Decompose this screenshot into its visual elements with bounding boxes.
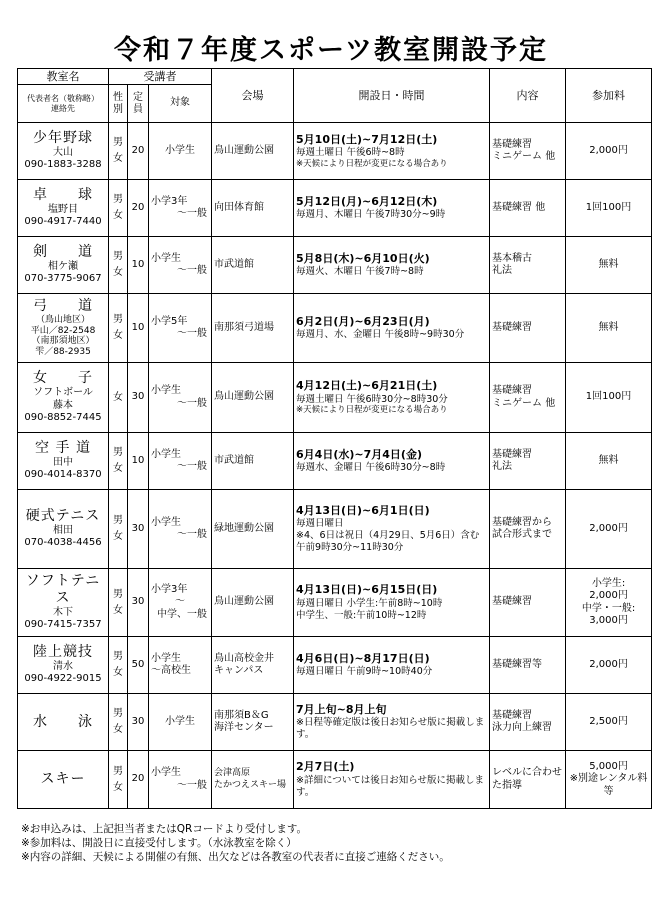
target-b: ～一般 xyxy=(177,328,208,339)
target-cell xyxy=(149,694,212,751)
target-a: 小学3年 xyxy=(151,583,188,595)
target-a: 小学5年 xyxy=(151,315,188,327)
target-a: 小学生 xyxy=(165,144,196,156)
gender-a: 男 xyxy=(113,314,123,325)
content-cell: 基礎練習 他 xyxy=(490,180,566,237)
fee-cell: 無料 xyxy=(566,237,652,294)
gender-b: 女 xyxy=(113,604,123,616)
contact-phone: 090-4014-8370 xyxy=(24,469,102,481)
content-cell: 基礎練習等 xyxy=(490,637,566,694)
contact-phone: 090-4917-7440 xyxy=(24,216,102,228)
target-b: ～一般 xyxy=(177,208,208,219)
target-cell xyxy=(149,363,212,433)
header-fee: 参加料 xyxy=(566,69,652,123)
schedule-times: 毎週日曜日 ※4、6日は祝日（4月29日、5月6日）含む 午前9時30分~11時30分 xyxy=(296,518,480,554)
schedule-cell xyxy=(294,180,490,237)
target-a: 小学生 xyxy=(165,715,196,727)
gender-a: 女 xyxy=(113,391,123,403)
fee-cell: 1回100円 xyxy=(566,363,652,433)
header-contact: 連絡先 xyxy=(51,103,75,113)
classroom-cell xyxy=(18,237,109,294)
classroom-cell xyxy=(18,694,109,751)
target-cell xyxy=(149,123,212,180)
target-mid: ～ xyxy=(175,596,186,608)
table-row xyxy=(18,123,652,180)
target-cell xyxy=(149,490,212,569)
capacity-cell: 30 xyxy=(128,694,149,751)
content-cell: 基礎練習から 試合形式まで xyxy=(490,490,566,569)
schedule-cell xyxy=(294,751,490,809)
schedule-dates: 6月2日(月)~6月23日(月) xyxy=(296,314,430,328)
schedule-dates: 7月上旬~8月上旬 xyxy=(296,702,387,716)
target-cell xyxy=(149,294,212,363)
gender-a: 男 xyxy=(113,708,123,719)
representative-name: 木下 xyxy=(53,606,73,618)
target-b: ～一般 xyxy=(177,265,208,276)
fee-cell: 無料 xyxy=(566,294,652,363)
gender-cell xyxy=(109,294,128,363)
gender-a: 男 xyxy=(113,765,123,777)
classroom-cell xyxy=(18,569,109,637)
classroom-cell xyxy=(18,433,109,490)
capacity-cell: 20 xyxy=(128,123,149,180)
representative-name: 相田 xyxy=(53,524,73,536)
gender-a: 男 xyxy=(113,447,123,458)
venue-cell: 市武道館 xyxy=(212,237,294,294)
gender-a: 男 xyxy=(113,137,123,148)
classroom-name: 空 手 道 xyxy=(35,440,91,457)
header-classroom: 教室名 xyxy=(18,69,109,85)
schedule-times: 毎週月、木曜日 午後7時30分~9時 xyxy=(296,209,446,221)
gender-a: 男 xyxy=(113,515,123,526)
table-row xyxy=(18,694,652,751)
footnotes xyxy=(21,822,651,864)
content-cell: 基礎練習 xyxy=(490,294,566,363)
representative-line: （鳥山地区） xyxy=(35,314,90,325)
schedule-dates: 5月8日(木)~6月10日(火) xyxy=(296,251,430,265)
contact-phone: 090-8852-7445 xyxy=(24,412,102,424)
gender-cell xyxy=(109,490,128,569)
content-cell: 基礎練習 ミニゲーム 他 xyxy=(490,123,566,180)
target-a: 小学生 xyxy=(151,448,181,460)
representative-name: 藤本 xyxy=(53,399,73,411)
classroom-cell xyxy=(18,123,109,180)
table-row xyxy=(18,569,652,637)
classroom-name-sub: ソフトボール xyxy=(33,387,93,399)
venue-cell: 市武道館 xyxy=(212,433,294,490)
schedule-note: ※天候により日程が変更になる場合あり xyxy=(296,405,448,416)
representative-line: 雫／88-2935 xyxy=(35,347,91,358)
classroom-name: 陸上競技 xyxy=(33,644,93,661)
gender-cell xyxy=(109,751,128,809)
venue-cell: 向田体育館 xyxy=(212,180,294,237)
gender-b: 女 xyxy=(113,330,123,341)
gender-cell xyxy=(109,180,128,237)
target-a: 小学3年 xyxy=(151,195,188,207)
representative-name: 相ケ瀬 xyxy=(48,260,78,272)
gender-b: 女 xyxy=(113,667,123,678)
capacity-cell: 30 xyxy=(128,569,149,637)
target-b: ～一般 xyxy=(177,779,208,791)
schedule-times: 毎週月、水、金曜日 午後8時~9時30分 xyxy=(296,329,465,341)
gender-cell xyxy=(109,569,128,637)
header-gender-cell xyxy=(109,85,128,123)
classroom-name: 女 子 xyxy=(33,370,93,387)
schedule-times: 毎週火、木曜日 午後7時~8時 xyxy=(296,266,424,278)
footnote: ※お申込みは、上記担当者またはQRコードより受付します。 xyxy=(21,823,308,835)
classroom-name: 硬式テニス xyxy=(25,508,101,525)
target-cell xyxy=(149,637,212,694)
table-row xyxy=(18,363,652,433)
gender-a: 男 xyxy=(113,651,123,662)
content-cell: 基本稽古 礼法 xyxy=(490,237,566,294)
representative-name: 大山 xyxy=(53,146,73,158)
gender-cell xyxy=(109,363,128,433)
target-cell xyxy=(149,751,212,809)
header-schedule: 開設日・時間 xyxy=(294,69,490,123)
header-representative-cell xyxy=(18,85,109,123)
schedule-cell xyxy=(294,694,490,751)
gender-b: 女 xyxy=(113,267,123,278)
schedule-note: ※天候により日程が変更になる場合あり xyxy=(296,158,448,169)
schedule-cell xyxy=(294,433,490,490)
schedule-times: ※詳細については後日お知らせ版に掲載します。 xyxy=(296,774,485,798)
venue-cell: 南那須弓道場 xyxy=(212,294,294,363)
target-b: ～高校生 xyxy=(151,665,191,676)
schedule-cell xyxy=(294,237,490,294)
target-b: ～一般 xyxy=(177,529,208,540)
content-cell: 基礎練習 ミニゲーム 他 xyxy=(490,363,566,433)
fee-cell: 2,500円 xyxy=(566,694,652,751)
classroom-cell xyxy=(18,751,109,809)
target-b: ～一般 xyxy=(177,461,208,472)
classroom-name: 卓 球 xyxy=(33,187,93,204)
footnote: ※内容の詳細、天候による開催の有無、出欠などは各教室の代表者に直接ご連絡ください。 xyxy=(21,851,450,863)
schedule-dates: 4月13日(日)~6月1日(日) xyxy=(296,504,430,518)
content-cell: 基礎練習 泳力向上練習 xyxy=(490,694,566,751)
schedule-cell xyxy=(294,123,490,180)
schedule-dates: 4月13日(日)~6月15日(日) xyxy=(296,583,438,597)
schedule-cell xyxy=(294,294,490,363)
schedule-cell xyxy=(294,363,490,433)
capacity-cell: 10 xyxy=(128,433,149,490)
schedule-dates: 2月7日(土) xyxy=(296,760,355,774)
representative-name: 塩野目 xyxy=(48,203,78,215)
contact-phone: 090-4922-9015 xyxy=(24,673,102,685)
fee-cell: 2,000円 xyxy=(566,123,652,180)
capacity-cell: 20 xyxy=(128,180,149,237)
classroom-name: 剣 道 xyxy=(33,244,93,261)
schedule-cell xyxy=(294,637,490,694)
classroom-cell xyxy=(18,294,109,363)
gender-cell xyxy=(109,237,128,294)
gender-cell xyxy=(109,694,128,751)
schedule-cell xyxy=(294,569,490,637)
target-b: ～一般 xyxy=(177,397,208,409)
schedule-times: 毎週日曜日 午前9時~10時40分 xyxy=(296,666,433,678)
capacity-cell: 10 xyxy=(128,237,149,294)
target-a: 小学生 xyxy=(151,767,181,778)
venue-cell: 鳥山運動公園 xyxy=(212,569,294,637)
contact-phone: 090-1883-3288 xyxy=(24,159,102,171)
venue-cell: 鳥山運動公園 xyxy=(212,363,294,433)
schedule-cell xyxy=(294,490,490,569)
fee-cell: 小学生: 2,000円 中学・一般: 3,000円 xyxy=(566,569,652,637)
header-gender-b: 別 xyxy=(113,103,123,115)
classroom-name: 水 泳 xyxy=(33,713,93,730)
header-representative: 代表者名（敬称略） xyxy=(27,93,99,103)
schedule-times: 毎週日曜日 小学生:午前8時~10時 中学生、一般:午前10時~12時 xyxy=(296,597,443,621)
gender-cell xyxy=(109,637,128,694)
table-row xyxy=(18,433,652,490)
fee-cell: 5,000円 ※別途レンタル料等 xyxy=(566,751,652,809)
fee-cell: 無料 xyxy=(566,433,652,490)
target-cell xyxy=(149,569,212,637)
header-capacity-cell xyxy=(128,85,149,123)
gender-a: 男 xyxy=(113,194,123,205)
representative-name: 田中 xyxy=(53,456,73,468)
venue-cell: 鳥山運動公園 xyxy=(212,123,294,180)
gender-b: 女 xyxy=(113,210,123,221)
header-capacity-b: 員 xyxy=(133,103,143,115)
representative-line: （南那須地区） xyxy=(31,336,95,347)
gender-a: 男 xyxy=(113,251,123,262)
schedule-dates: 4月12日(土)~6月21日(土) xyxy=(296,379,438,393)
target-b: 中学、一般 xyxy=(157,608,208,620)
header-attendees: 受講者 xyxy=(109,69,212,85)
classroom-cell xyxy=(18,637,109,694)
schedule-dates: 6月4日(水)~7月4日(金) xyxy=(296,447,422,461)
table-row xyxy=(18,490,652,569)
capacity-cell: 20 xyxy=(128,751,149,809)
capacity-cell: 10 xyxy=(128,294,149,363)
table-row xyxy=(18,180,652,237)
classroom-name: ソフトテニス xyxy=(25,573,101,606)
classroom-name: 弓 道 xyxy=(33,298,93,314)
gender-b: 女 xyxy=(113,463,123,474)
schedule-dates: 4月6日(日)~8月17日(日) xyxy=(296,651,430,665)
classroom-cell xyxy=(18,490,109,569)
table-row xyxy=(18,751,652,809)
capacity-cell: 30 xyxy=(128,490,149,569)
schedule-times: 毎週土曜日 午後6時~8時 xyxy=(296,147,405,159)
classroom-cell xyxy=(18,180,109,237)
gender-cell xyxy=(109,433,128,490)
header-target: 対象 xyxy=(149,85,212,123)
fee-cell: 2,000円 xyxy=(566,490,652,569)
schedule-dates: 5月10日(土)~7月12日(土) xyxy=(296,132,438,146)
target-a: 小学生 xyxy=(151,652,181,664)
classroom-name: スキー xyxy=(40,771,86,788)
gender-b: 女 xyxy=(113,531,123,542)
target-a: 小学生 xyxy=(151,385,181,396)
target-cell xyxy=(149,180,212,237)
table-row xyxy=(18,637,652,694)
target-a: 小学生 xyxy=(151,252,181,264)
target-a: 小学生 xyxy=(151,516,181,528)
contact-phone: 070-4038-4456 xyxy=(24,537,102,549)
header-capacity-a: 定 xyxy=(133,92,143,103)
page-title: 令和７年度スポーツ教室開設予定 xyxy=(114,35,548,66)
venue-cell: 南那須B＆G 海洋センター xyxy=(212,694,294,751)
gender-b: 女 xyxy=(113,724,123,735)
content-cell: レベルに合わせた指導 xyxy=(490,751,566,809)
classroom-name: 少年野球 xyxy=(33,130,93,147)
target-cell xyxy=(149,433,212,490)
capacity-cell: 50 xyxy=(128,637,149,694)
header-venue: 会場 xyxy=(212,69,294,123)
gender-a: 男 xyxy=(113,588,123,600)
contact-phone: 070-3775-9067 xyxy=(24,273,102,285)
content-cell: 基礎練習 xyxy=(490,569,566,637)
classroom-cell xyxy=(18,363,109,433)
header-content: 内容 xyxy=(490,69,566,123)
schedule-times: 毎週土曜日 午後6時30分~8時30分 xyxy=(296,393,448,405)
gender-b: 女 xyxy=(113,781,123,793)
header-gender-a: 性 xyxy=(113,92,123,103)
venue-cell: 緑地運動公園 xyxy=(212,490,294,569)
venue-cell: 会津高原 たかつえスキー場 xyxy=(212,751,294,809)
representative-line: 平山／82-2548 xyxy=(30,325,96,336)
target-cell xyxy=(149,237,212,294)
schedule-dates: 5月12日(月)~6月12日(木) xyxy=(296,194,438,208)
schedule-times: ※日程等確定版は後日お知らせ版に掲載します。 xyxy=(296,717,485,741)
table-row xyxy=(18,294,652,363)
fee-cell: 1回100円 xyxy=(566,180,652,237)
capacity-cell: 30 xyxy=(128,363,149,433)
schedule-times: 毎週水、金曜日 午後6時30分~8時 xyxy=(296,462,446,474)
content-cell: 基礎練習 礼法 xyxy=(490,433,566,490)
gender-cell xyxy=(109,123,128,180)
venue-cell: 鳥山高校金井 キャンパス xyxy=(212,637,294,694)
footnote: ※参加料は、開設日に直接受付します。（水泳教室を除く） xyxy=(21,837,297,849)
gender-b: 女 xyxy=(113,153,123,164)
fee-cell: 2,000円 xyxy=(566,637,652,694)
table-row xyxy=(18,237,652,294)
contact-phone: 090-7415-7357 xyxy=(24,619,102,631)
representative-name: 清水 xyxy=(53,660,73,672)
schedule-table xyxy=(17,68,652,809)
